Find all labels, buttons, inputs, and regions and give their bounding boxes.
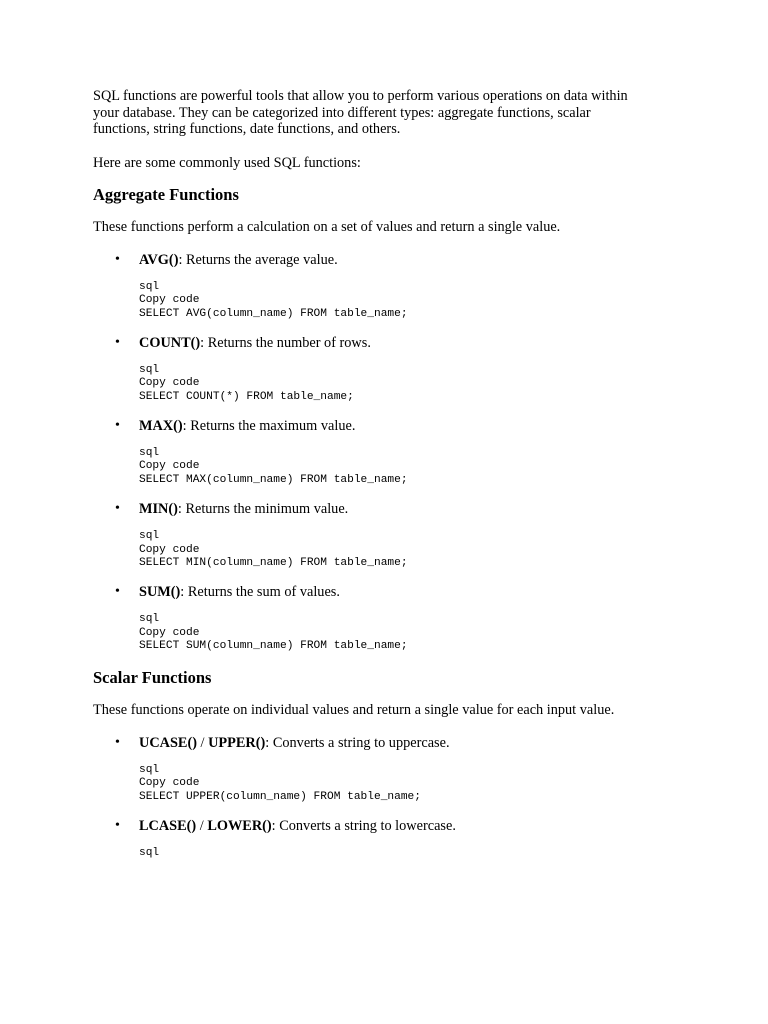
code-block	[139, 613, 693, 654]
bullet: •	[115, 734, 120, 750]
code-line: SELECT MAX(column_name) FROM table_name;	[139, 474, 408, 487]
code-lang: sql	[139, 529, 160, 542]
scalar-description: These functions operate on individual values and return a single value for each input value.	[93, 702, 615, 719]
function-desc: : Converts a string to lowercase.	[271, 817, 456, 834]
list-item-sum	[93, 583, 693, 654]
function-desc: : Returns the sum of values.	[180, 583, 340, 600]
list-item-lower	[93, 817, 693, 861]
scalar-heading: Scalar Functions	[93, 668, 212, 688]
code-block	[139, 281, 693, 322]
function-desc: : Returns the minimum value.	[177, 500, 349, 517]
function-name: LOWER()	[207, 817, 272, 834]
copy-code-label[interactable]: Copy code	[139, 294, 200, 307]
code-block	[139, 847, 693, 861]
copy-code-label[interactable]: Copy code	[139, 543, 200, 556]
separator: /	[196, 734, 209, 751]
code-line: SELECT AVG(column_name) FROM table_name;	[139, 307, 408, 320]
bullet: •	[115, 334, 120, 350]
function-name: MIN()	[139, 500, 178, 517]
list-item-max	[93, 417, 693, 488]
copy-code-label[interactable]: Copy code	[139, 777, 200, 790]
code-block	[139, 447, 693, 488]
code-line: SELECT UPPER(column_name) FROM table_name;	[139, 790, 421, 803]
list-item-avg	[93, 251, 693, 322]
function-desc: : Converts a string to uppercase.	[265, 734, 450, 751]
function-name: UPPER()	[208, 734, 266, 751]
list-item-count	[93, 334, 693, 405]
code-line: SELECT SUM(column_name) FROM table_name;	[139, 640, 408, 653]
intro-line-3: functions, string functions, date functions, and others.	[93, 121, 401, 137]
code-line: SELECT COUNT(*) FROM table_name;	[139, 391, 354, 404]
function-name: UCASE()	[139, 734, 197, 751]
copy-code-label[interactable]: Copy code	[139, 377, 200, 390]
code-block	[139, 764, 693, 805]
aggregate-heading: Aggregate Functions	[93, 185, 239, 204]
code-lang: sql	[139, 363, 160, 376]
list-item-upper	[93, 734, 693, 805]
code-lang: sql	[139, 280, 160, 293]
copy-code-label[interactable]: Copy code	[139, 626, 200, 639]
intro-line-1: SQL functions are powerful tools that allow you to perform various operations on data within	[93, 88, 628, 104]
function-name: COUNT()	[139, 334, 201, 351]
function-desc: : Returns the average value.	[178, 251, 338, 268]
aggregate-description: These functions perform a calculation on a set of values and return a single value.	[93, 219, 561, 235]
function-name: MAX()	[139, 417, 183, 434]
code-block	[139, 364, 693, 405]
function-name: LCASE()	[139, 817, 197, 834]
bullet: •	[115, 417, 120, 433]
function-name: AVG()	[139, 251, 179, 268]
intro-lead: Here are some commonly used SQL functions:	[93, 154, 361, 171]
intro-line-2: your database. They can be categorized into different types: aggregate functions, scalar	[93, 104, 591, 121]
list-item-min	[93, 500, 693, 571]
intro-paragraph	[93, 88, 693, 138]
function-desc: : Returns the maximum value.	[182, 417, 356, 434]
bullet: •	[115, 251, 120, 267]
document-page	[93, 88, 693, 860]
code-line: SELECT MIN(column_name) FROM table_name;	[139, 557, 408, 570]
code-lang: sql	[139, 446, 160, 459]
code-block	[139, 530, 693, 571]
bullet: •	[115, 583, 120, 599]
code-lang: sql	[139, 763, 160, 776]
separator: /	[196, 817, 208, 834]
function-desc: : Returns the number of rows.	[200, 334, 371, 351]
code-lang: sql	[139, 846, 160, 859]
function-name: SUM()	[139, 583, 181, 600]
bullet: •	[115, 817, 120, 833]
code-lang: sql	[139, 612, 160, 625]
copy-code-label[interactable]: Copy code	[139, 460, 200, 473]
bullet: •	[115, 500, 120, 516]
